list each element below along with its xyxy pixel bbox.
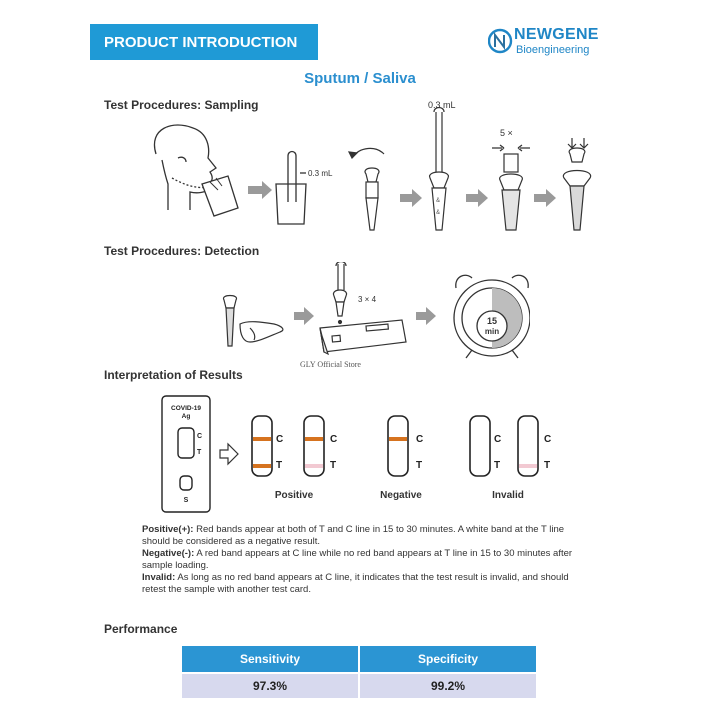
negative-note-text: A red band appears at C line while no red band appears at T line in 15 to 30 minutes after sample loading. <box>142 548 573 571</box>
positive-weak-t-label: T <box>330 460 337 471</box>
invalid-t-band <box>519 464 537 468</box>
positive-t-band <box>253 464 271 468</box>
step-arrow-icon <box>466 189 488 207</box>
svg-text:&: & <box>436 198 441 204</box>
hand-holding-tube-icon <box>223 296 282 347</box>
sampling-heading: Test Procedures: Sampling <box>104 98 259 112</box>
positive-weak-t-band <box>305 464 323 468</box>
cassette-t-label: T <box>197 449 202 456</box>
step-arrow-icon <box>400 189 422 207</box>
performance-header-row <box>182 646 536 672</box>
positive-weak-c-label: C <box>330 434 338 445</box>
volume-label-first: 0.3 mL <box>308 169 333 178</box>
negative-c-band <box>389 437 407 441</box>
invalid-note-term: Invalid: <box>142 572 176 583</box>
result-arrow-icon <box>220 444 238 464</box>
sampling-illustration <box>138 98 608 238</box>
svg-text:&: & <box>436 210 441 216</box>
specificity-header: Specificity <box>360 646 536 672</box>
negative-t-label: T <box>416 460 423 471</box>
performance-heading: Performance <box>104 622 178 636</box>
interpretation-notes <box>142 524 582 596</box>
newgene-logo-icon <box>488 26 514 56</box>
detection-heading: Test Procedures: Detection <box>104 244 260 258</box>
timer-value: 15 <box>486 316 498 326</box>
step-arrow-icon <box>416 307 436 325</box>
brand-subtitle: Bioengineering <box>516 44 590 56</box>
cassette-title-line1: COVID-19 <box>171 405 201 412</box>
positive-note-text: Red bands appear at both of T and C line in 15 to 30 minutes. A white band at the T line should be considered as a negative result. <box>142 524 565 547</box>
negative-strip <box>388 416 408 476</box>
invalid-blank-c-label: C <box>494 434 502 445</box>
negative-note <box>142 548 582 572</box>
performance-table <box>180 646 538 698</box>
invalid-strip-blank <box>470 416 490 476</box>
invalid-t-only-t-label: T <box>544 460 551 471</box>
product-introduction-banner <box>90 24 318 60</box>
invalid-note <box>142 572 582 596</box>
sensitivity-header: Sensitivity <box>182 646 358 672</box>
step-arrow-icon <box>294 307 314 325</box>
newgene-logo <box>488 24 628 60</box>
brand-name: NEWGENE <box>514 26 599 43</box>
sample-type-title: Sputum / Saliva <box>304 70 416 87</box>
specificity-value: 99.2% <box>360 672 536 698</box>
positive-c-band <box>253 437 271 441</box>
positive-label: Positive <box>274 490 314 501</box>
step-arrow-icon <box>534 189 556 207</box>
capped-tube-icon <box>563 138 590 230</box>
positive-strong-t-label: T <box>276 460 283 471</box>
volume-label-second: 0.3 mL <box>428 100 456 110</box>
pipette-tube-icon <box>430 108 449 231</box>
cassette-c-label: C <box>197 433 203 440</box>
store-watermark: GLY Official Store <box>300 360 361 369</box>
squeeze-count-label: 5 × <box>500 128 513 138</box>
cassette-title-line2: Ag <box>181 413 191 420</box>
banner-title: PRODUCT INTRODUCTION <box>104 33 298 51</box>
detection-illustration <box>210 262 530 366</box>
negative-note-term: Negative(-): <box>142 548 195 559</box>
extraction-tube-icon <box>349 148 384 230</box>
step-arrow-icon <box>248 181 272 199</box>
squeeze-tube-icon <box>492 145 530 230</box>
interpretation-heading: Interpretation of Results <box>104 368 243 382</box>
sensitivity-value: 97.3% <box>182 672 358 698</box>
positive-note-term: Positive(+): <box>142 524 194 535</box>
cassette-s-label: S <box>183 497 189 504</box>
dropper-cassette-icon <box>320 262 406 354</box>
negative-label: Negative <box>380 490 422 501</box>
pipette-cup-icon <box>276 152 306 225</box>
drops-label: 3 × 4 <box>358 295 377 304</box>
invalid-label: Invalid <box>492 490 524 501</box>
negative-c-label: C <box>416 434 424 445</box>
invalid-blank-t-label: T <box>494 460 501 471</box>
positive-weak-c-band <box>305 437 323 441</box>
positive-note <box>142 524 582 548</box>
collection-cup-icon <box>202 176 238 216</box>
invalid-note-text: As long as no red band appears at C line, it indicates that the test result is invalid, and should retest the sample with another test card. <box>142 572 569 595</box>
positive-strong-c-label: C <box>276 434 284 445</box>
invalid-t-only-c-label: C <box>544 434 552 445</box>
performance-value-row <box>182 672 536 698</box>
timer-unit: min <box>484 327 500 336</box>
